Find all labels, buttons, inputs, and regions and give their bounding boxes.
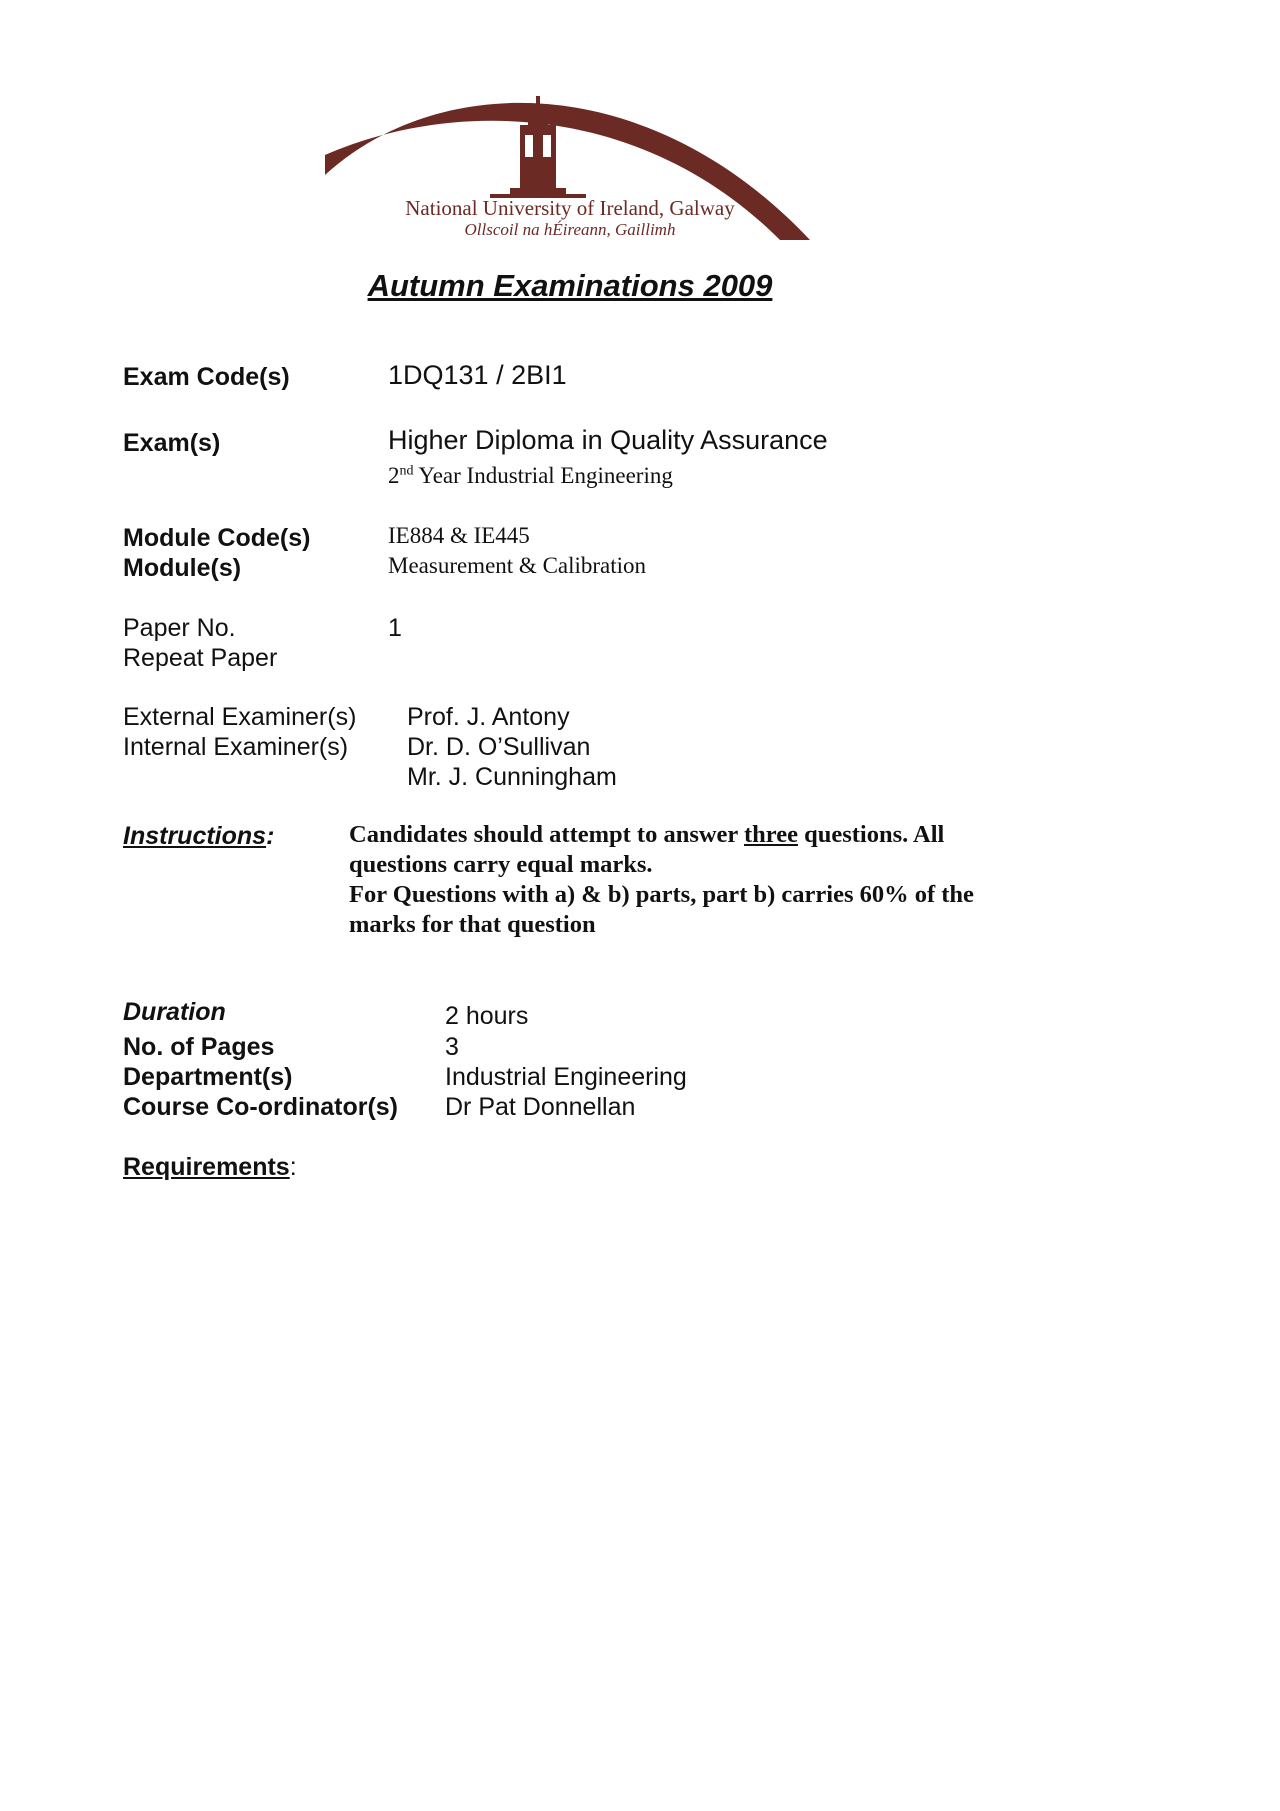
module-code-label: Module Code(s): [123, 524, 311, 552]
coordinator-value: Dr Pat Donnellan: [445, 1093, 636, 1121]
exam-code-label: Exam Code(s): [123, 363, 290, 391]
external-examiner-value: Prof. J. Antony: [407, 703, 570, 731]
exams-label: Exam(s): [123, 429, 221, 457]
instructions-text: [349, 820, 1049, 940]
instructions-label: Instructions:: [123, 822, 275, 850]
paper-no-label: Paper No.: [123, 614, 236, 642]
internal-examiner-value-1: Dr. D. O’Sullivan: [407, 733, 591, 761]
paper-no-value: 1: [388, 614, 402, 642]
instructions-line-2: questions carry equal marks.: [349, 851, 653, 878]
module-code-value: IE884 & IE445: [388, 523, 530, 548]
instructions-three: three: [744, 821, 798, 848]
pages-label: No. of Pages: [123, 1033, 275, 1061]
department-label: Department(s): [123, 1063, 293, 1091]
logo-university-name-irish: Ollscoil na hÉireann, Gaillimh: [464, 220, 676, 239]
repeat-paper-label: Repeat Paper: [123, 644, 278, 672]
internal-examiner-label: Internal Examiner(s): [123, 733, 349, 761]
department-value: Industrial Engineering: [445, 1063, 687, 1091]
duration-value: 2 hours: [445, 1002, 529, 1030]
page-title: Autumn Examinations 2009: [367, 268, 773, 303]
logo-university-name: National University of Ireland, Galway: [405, 196, 735, 220]
pages-value: 3: [445, 1033, 459, 1061]
instructions-line-1: Candidates should attempt to answer three questions. All: [349, 821, 945, 848]
internal-examiner-value-2: Mr. J. Cunningham: [407, 763, 617, 791]
instructions-line-3: For Questions with a) & b) parts, part b) carries 60% of the: [349, 881, 974, 908]
exam-code-value: 1DQ131 / 2BI1: [388, 360, 567, 390]
exams-value-1: Higher Diploma in Quality Assurance: [388, 425, 828, 455]
module-label: Module(s): [123, 554, 242, 582]
duration-label: Duration: [123, 998, 226, 1026]
requirements-label: Requirements:: [123, 1153, 297, 1181]
university-logo: [320, 80, 820, 245]
exams-value-2: 2nd Year Industrial Engineering: [388, 463, 673, 488]
coordinator-label: Course Co-ordinator(s): [123, 1093, 398, 1121]
external-examiner-label: External Examiner(s): [123, 703, 357, 731]
module-value: Measurement & Calibration: [388, 553, 647, 578]
instructions-line-4: marks for that question: [349, 911, 596, 938]
